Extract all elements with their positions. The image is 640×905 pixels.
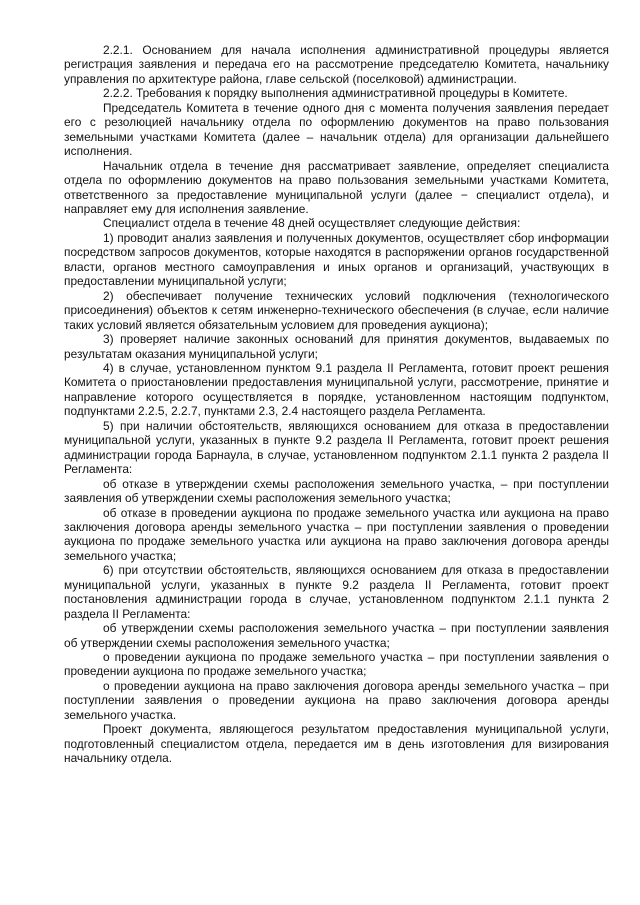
list-item-3: 3) проверяет наличие законных оснований для принятия документов, выдаваемых по результатам оказания муниципальной услуги;	[64, 332, 609, 361]
paragraph-2-2-2: 2.2.2. Требования к порядку выполнения административной процедуры в Комитете.	[103, 86, 568, 101]
list-item-5: 5) при наличии обстоятельств, являющихся основанием для отказа в предоставлении муниципальной услуги, указанных в пункте 9.2 раздела II Регламента, готовит проект решения администрации города Барнаула, в случае, установленном подпунктом 2.1.1 пункта 2 раздела II Регламента:	[64, 418, 609, 477]
document-page	[64, 43, 609, 766]
paragraph-2-2-1: 2.2.1. Основанием для начала исполнения административной процедуры является регистрация заявления и передача его на рассмотрение председателю Комитета, начальнику управления по архитектуре района, главе сельской (поселковой) администрации.	[64, 43, 609, 86]
sub-item-5-refusal-auction: об отказе в проведении аукциона по продаже земельного участка или аукциона на право заключения договора аренды земельного участка – при поступлении заявления о проведении аукциона по продаже земельного участка или аукциона на право заключения договора аренды земельного участка;	[64, 505, 609, 563]
sub-item-6-sale-auction: о проведении аукциона по продаже земельного участка – при поступлении заявления о проведении аукциона по продаже земельного участка;	[64, 650, 609, 679]
sub-item-5-refusal-scheme: об отказе в утверждении схемы расположения земельного участка, – при поступлении заявления об утверждении схемы расположения земельного участка;	[64, 476, 609, 506]
sub-item-6-lease-auction: о проведении аукциона на право заключения договора аренды земельного участка – при поступлении заявления о проведении аукциона на право заключения договора аренды земельного участка.	[64, 678, 609, 722]
sub-item-6-approve-scheme: об утверждении схемы расположения земельного участка – при поступлении заявления об утверждении схемы расположения земельного участка;	[64, 621, 609, 650]
list-item-6: 6) при отсутствии обстоятельств, являющихся основанием для отказа в предоставлении муниципальной услуги, указанных в пункте 9.2 раздела II Регламента, готовит проект постановления администрации города в случае, установленном подпунктом 2.1.1 пункта 2 раздела II Регламента:	[64, 563, 609, 621]
paragraph-draft-document: Проект документа, являющегося результатом предоставления муниципальной услуги, подготовленный специалистом отдела, передается им в день изготовления для визирования начальнику отдела.	[64, 722, 609, 766]
list-item-4: 4) в случае, установленном пунктом 9.1 раздела II Регламента, готовит проект решения Комитета о приостановлении предоставления муниципальной услуги, рассмотрение, принятие и направление которого осуществляется в порядке, установленном настоящим подпунктом, подпунктами 2.2.5, 2.2.7, пунктами 2.3, 2.4 настоящего раздела Регламента.	[64, 360, 609, 419]
list-item-1: 1) проводит анализ заявления и полученных документов, осуществляет сбор информации посредством запросов документов, которые находятся в распоряжении органов государственной власти, органов местного самоуправления и иных органов и организаций, участвующих в предоставлении муниципальной услуги;	[64, 230, 609, 289]
paragraph-chairman: Председатель Комитета в течение одного дня с момента получения заявления передает его с резолюцией начальнику отдела по оформлению документов на право пользования земельными участками Комитета (далее – начальник отдела) для организации дальнейшего исполнения.	[64, 100, 609, 159]
paragraph-department-head: Начальник отдела в течение дня рассматривает заявление, определяет специалиста отдела по оформлению документов на право пользования земельными участками Комитета, ответственного за предоставление муниципальной услуги (далее − специалист отдела), и направляет ему для исполнения заявление.	[64, 158, 609, 216]
paragraph-specialist-actions: Специалист отдела в течение 48 дней осуществляет следующие действия:	[103, 216, 521, 231]
list-item-2: 2) обеспечивает получение технических условий подключения (технологического присоединения) объектов к сетям инженерно-технического обеспечения (в случае, если наличие таких условий является обязательным условием для проведения аукциона);	[64, 288, 609, 332]
